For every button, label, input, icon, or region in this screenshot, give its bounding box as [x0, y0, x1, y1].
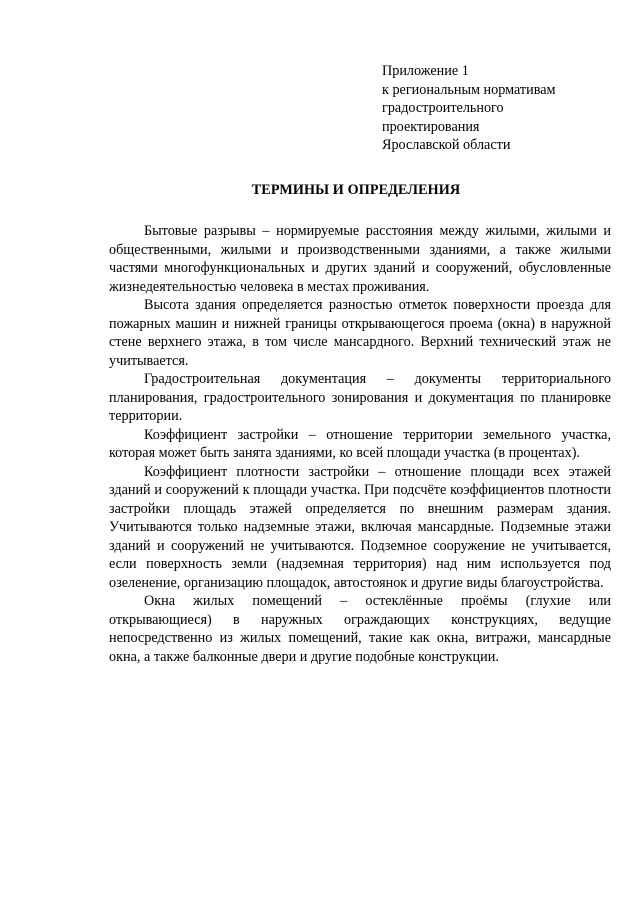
paragraph-living-windows: Окна жилых помещений – остеклённые проёмы (глухие или открывающиеся) в наружных ограждающих конструкциях, ведущие непосредственно из жилых помещений, такие как окна, витражи, мансардные окна, а также балконные двери и другие подобные конструкции. [109, 593, 611, 665]
page-title: ТЕРМИНЫ И ОПРЕДЕЛЕНИЯ [251, 182, 461, 198]
appendix-line: градостроительного [382, 100, 504, 117]
paragraph-urban-planning-docs: Градостроительная документация – документы территориального планирования, градостроительного зонирования и документация по планировке территории. [109, 371, 611, 424]
appendix-line: Ярославской области [382, 137, 511, 154]
paragraph-building-height: Высота здания определяется разностью отметок поверхности проезда для пожарных машин и нижней границы открывающегося проема (окна) в наружной стене верхнего этажа, в том числе мансардного. Верхний технический этаж не учитывается. [109, 297, 611, 369]
appendix-line: к региональным нормативам [382, 81, 556, 98]
paragraph-household-gaps: Бытовые разрывы – нормируемые расстояния между жилыми, жилыми и общественными, жилыми и производственными зданиями, а также жилыми частями многофункциональных и других зданий и сооружений, обусловленные жизнедеятельностью человека в местах проживания. [109, 223, 611, 295]
paragraph-density-coefficient: Коэффициент плотности застройки – отношение площади всех этажей зданий и сооружений к площади участка. При подсчёте коэффициентов плотности застройки площадь этажей определяется по внешним размерам здания. Учитываются только надземные этажи, включая мансардные. Подземные этажи зданий и сооружений не учитываются. Подземное сооружение не учитывается, если поверхность земли (надземная территория) над ним используется под озеленение, организацию площадок, автостоянок и другие виды благоустройства. [109, 463, 611, 591]
appendix-line: проектирования [382, 118, 480, 135]
paragraph-building-coefficient: Коэффициент застройки – отношение территории земельного участка, которая может быть занята зданиями, ко всей площади участка (в процентах). [109, 426, 611, 461]
document-body [109, 222, 611, 666]
appendix-line: Приложение 1 [382, 63, 469, 79]
appendix-header [382, 62, 612, 155]
